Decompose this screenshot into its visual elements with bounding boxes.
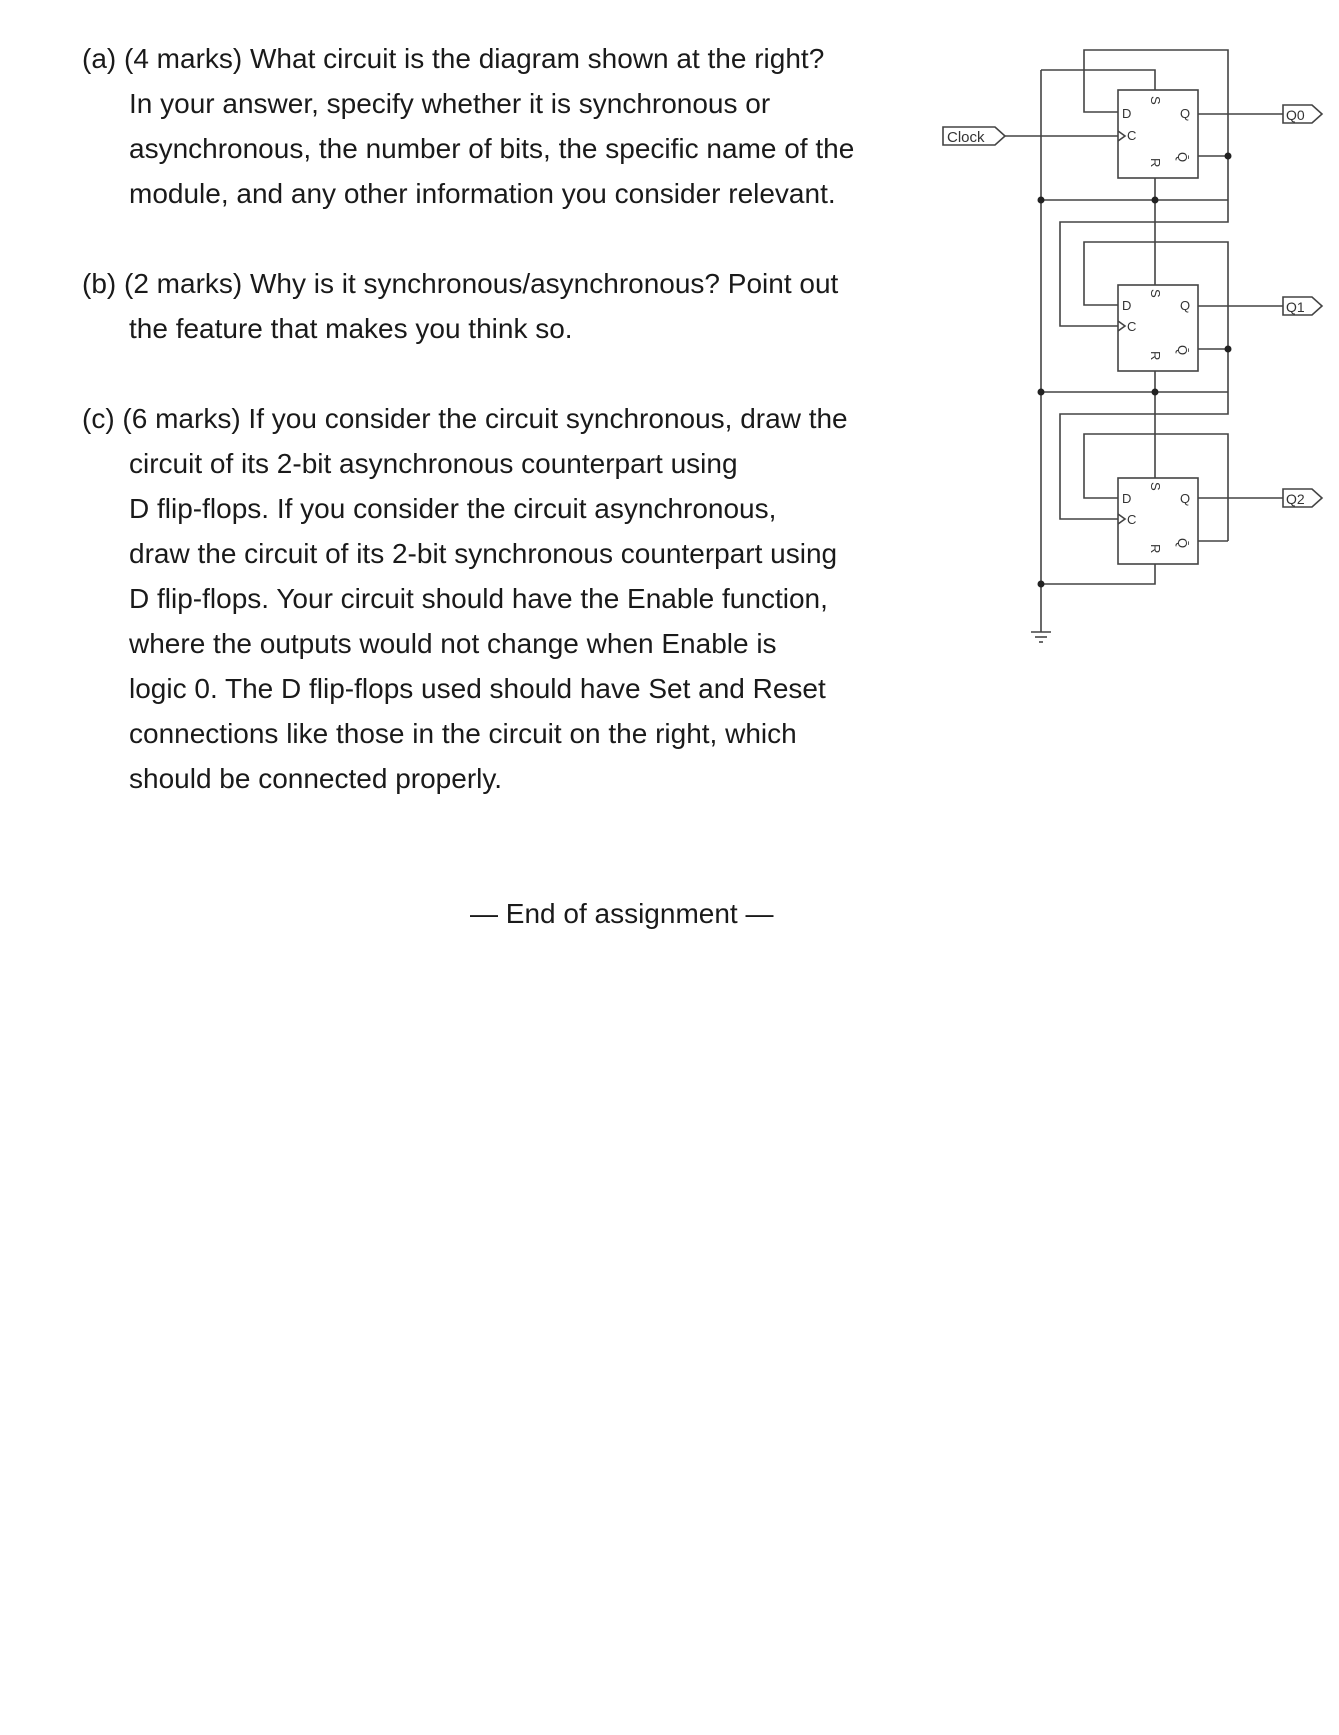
end-of-assignment: — End of assignment —: [470, 898, 774, 929]
counter-circuit-diagram: [930, 40, 1330, 660]
question-b: [82, 261, 912, 351]
ff0-s-pin: S: [1148, 96, 1163, 105]
junction-dot: [1038, 389, 1045, 396]
ff2-clock-wire: [1060, 392, 1228, 519]
question-a: [82, 36, 912, 216]
ff0-qbar-pin: Q̄: [1175, 152, 1190, 163]
clock-label: Clock: [947, 129, 985, 146]
ff2-r-pin: R: [1148, 544, 1163, 554]
junction-dot: [1038, 197, 1045, 204]
ff0-set-wire: [1041, 70, 1155, 90]
junction-dot: [1038, 581, 1045, 588]
question-c-line-2: circuit of its 2-bit asynchronous counterpart using: [129, 448, 738, 479]
question-c-line-7: logic 0. The D flip-flops used should have Set and Reset: [129, 673, 826, 704]
ff1-c-pin: C: [1127, 319, 1137, 334]
question-c-line-6: where the outputs would not change when Enable is: [129, 628, 777, 659]
ff1-qbar-pin: Q̄: [1175, 345, 1190, 356]
ff0-clock-edge-icon: [1118, 131, 1125, 141]
question-c-line-3: D flip-flops. If you consider the circuit asynchronous,: [129, 493, 777, 524]
question-a-line-4: module, and any other information you consider relevant.: [129, 178, 836, 209]
question-c-line-8: connections like those in the circuit on the right, which: [129, 718, 797, 749]
ff0-d-pin: D: [1122, 106, 1132, 121]
question-a-line-3: asynchronous, the number of bits, the specific name of the: [129, 133, 855, 164]
junction-dot: [1225, 346, 1232, 353]
ff2-c-pin: C: [1127, 512, 1137, 527]
q2-label: Q2: [1286, 491, 1305, 507]
ff2-reset-wire: [1041, 564, 1155, 584]
ff0-r-pin: R: [1148, 158, 1163, 168]
question-c: [82, 396, 912, 801]
ff2-q-pin: Q: [1180, 491, 1191, 506]
q0-label: Q0: [1286, 107, 1305, 123]
ff2-clock-edge-icon: [1118, 514, 1125, 524]
ff0-c-pin: C: [1127, 128, 1137, 143]
ff1-clock-edge-icon: [1118, 321, 1125, 331]
ff2-d-pin: D: [1122, 491, 1132, 506]
question-c-line-1: (c) (6 marks) If you consider the circuit synchronous, draw the: [82, 403, 848, 434]
question-c-line-9: should be connected properly.: [129, 763, 503, 794]
question-a-line-2: In your answer, specify whether it is synchronous or: [129, 88, 771, 119]
junction-dot: [1152, 197, 1159, 204]
ff1-q-pin: Q: [1180, 298, 1191, 313]
ff1-d-pin: D: [1122, 298, 1132, 313]
question-c-line-4: draw the circuit of its 2-bit synchronous counterpart using: [129, 538, 838, 569]
ff1-r-pin: R: [1148, 351, 1163, 361]
ff0-q-pin: Q: [1180, 106, 1191, 121]
question-a-line-1: (a) (4 marks) What circuit is the diagram shown at the right?: [82, 43, 825, 74]
ff2-qbar-pin: Q̄: [1175, 538, 1190, 549]
ff1-clock-wire: [1060, 200, 1228, 326]
ff2-s-pin: S: [1148, 482, 1163, 491]
question-b-line-1: (b) (2 marks) Why is it synchronous/asynchronous? Point out: [82, 268, 839, 299]
junction-dot: [1225, 153, 1232, 160]
junction-dot: [1152, 389, 1159, 396]
ff1-qbar-wire-down: [1198, 349, 1228, 392]
question-c-line-5: D flip-flops. Your circuit should have the Enable function,: [129, 583, 828, 614]
q1-label: Q1: [1286, 299, 1305, 315]
ff0-qbar-wire-down: [1198, 156, 1228, 200]
ff1-s-pin: S: [1148, 289, 1163, 298]
question-b-line-2: the feature that makes you think so.: [129, 313, 573, 344]
